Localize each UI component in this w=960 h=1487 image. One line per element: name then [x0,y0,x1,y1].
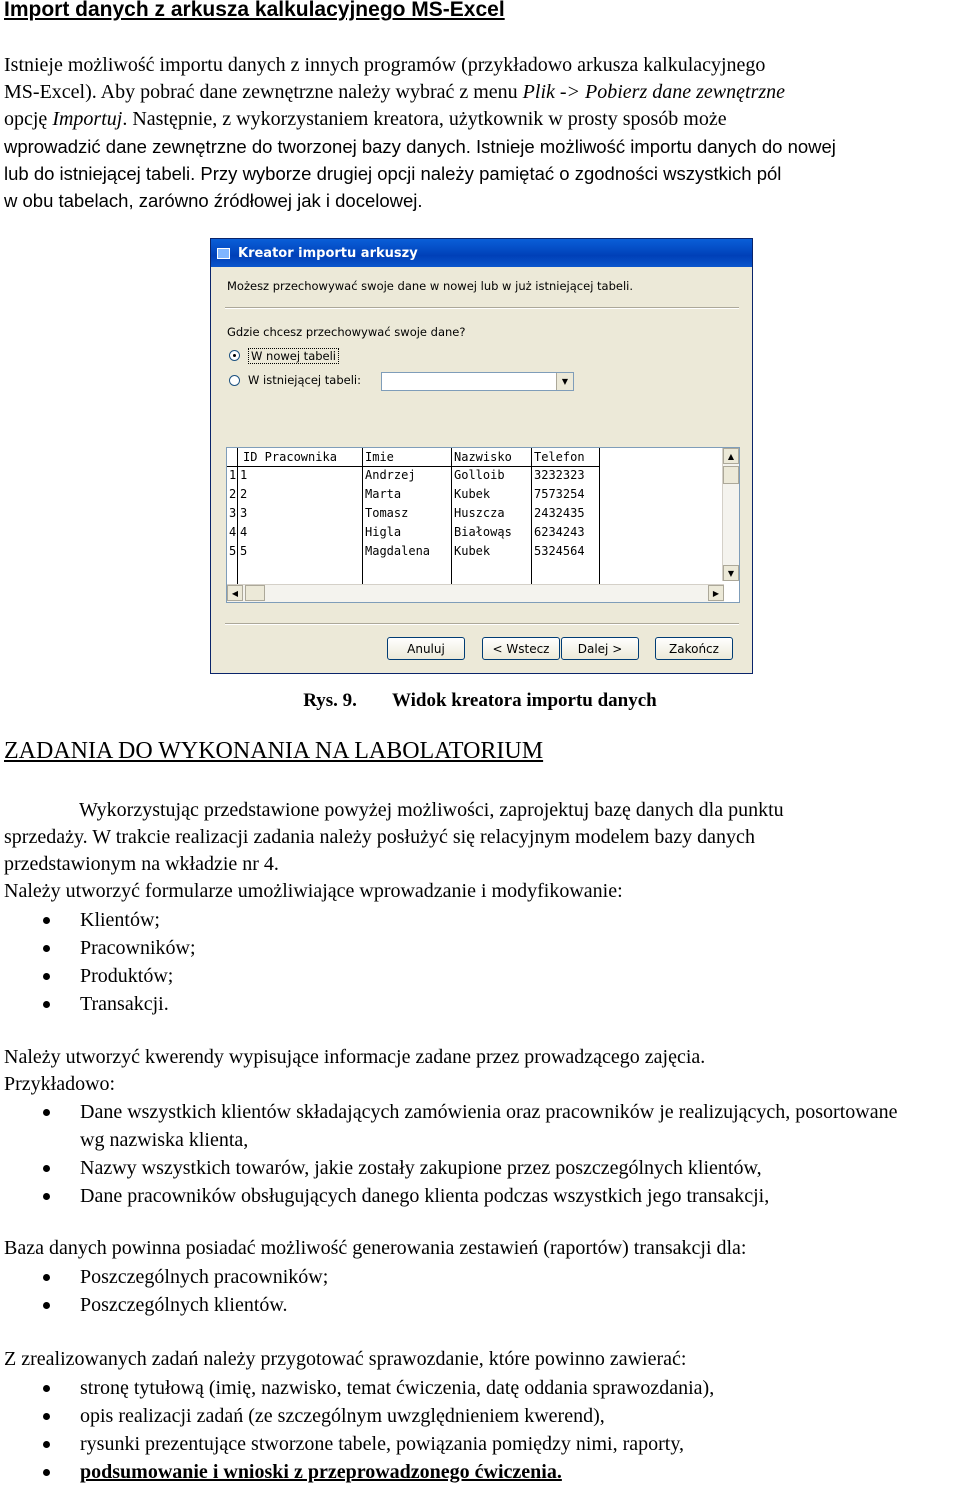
report-list [0,1374,960,1486]
row-number: 5 [229,544,237,558]
grid-line [599,448,600,586]
list-item: Produktów; [0,962,960,990]
row-number: 1 [229,468,237,482]
report-intro: Z zrealizowanych zadań należy przygotować sprawozdanie, które powinno zawierać: [4,1348,687,1370]
intro-line: MS-Excel). Aby pobrać dane zewnętrzne należy wybrać z menu Plik -> Pobierz dane zewnętrzne [4,81,786,103]
intro-line: Istnieje możliwość importu danych z innych programów (przykładowo arkusza kalkulacyjnego [4,54,766,76]
cell-imie: Marta [365,487,402,501]
cell-id: 2 [240,487,248,501]
cell-imie: Magdalena [365,544,431,558]
intro-line: w obu tabelach, zarówno źródłowej jak i docelowej. [4,190,423,211]
list-item: Dane wszystkich klientów składających zamówienia oraz pracowników je realizujących, posortowane wg nazwiska klienta, [0,1098,960,1154]
cell-id: 4 [240,525,248,539]
reports-intro: Baza danych powinna posiadać możliwość generowania zestawień (raportów) transakcji dla: [4,1237,747,1259]
intro-line: lub do istniejącej tabeli. Przy wyborze drugiej opcji należy pamiętać o zgodności wszystkich pól [4,163,782,184]
scroll-thumb[interactable] [723,466,739,484]
section-heading-import: Import danych z arkusza kalkulacyjnego MS-Excel [4,0,505,21]
grid-line [531,448,532,586]
cell-nazwisko: Huszcza [454,506,505,520]
grid-line [237,448,238,586]
cell-nazwisko: Kubek [454,487,491,501]
intro-line: wprowadzić dane zewnętrzne do tworzonej bazy danych. Istnieje możliwość importu danych do nowej [4,136,836,157]
row-number: 4 [229,525,237,539]
preview-grid [226,447,740,603]
figure-caption [0,690,960,712]
reports-list [0,1263,960,1319]
row-number: 2 [229,487,237,501]
menu-path: Plik -> Pobierz dane zewnętrzne [522,81,786,103]
cell-telefon: 5324564 [534,544,585,558]
forms-intro: Należy utworzyć formularze umożliwiające wprowadzanie i modyfikowanie: [4,880,623,902]
tasks-line: sprzedaży. W trakcie realizacji zadania należy posłużyć się relacyjnym modelem bazy danych [4,826,755,848]
list-item: Pracowników; [0,934,960,962]
grid-line [451,448,452,586]
scroll-thumb[interactable] [245,585,265,601]
cell-id: 1 [240,468,248,482]
cell-nazwisko: Białowąs [454,525,512,539]
vertical-scrollbar[interactable] [722,448,739,581]
tasks-line: przedstawionym na wkładzie nr 4. [4,853,279,875]
list-item: opis realizacji zadań (ze szczególnym uwzględnieniem kwerend), [0,1402,960,1430]
cell-id: 5 [240,544,248,558]
grid-line [362,448,363,586]
radio-existing-table[interactable] [229,375,240,386]
column-header: Nazwisko [454,450,512,464]
cell-telefon: 6234243 [534,525,585,539]
cell-imie: Andrzej [365,468,416,482]
radio-new-table-label[interactable]: W nowej tabeli [248,348,339,364]
list-item: Dane pracowników obsługujących danego klienta podczas wszystkich jego transakcji, [0,1182,960,1210]
list-item: stronę tytułową (imię, nazwisko, temat ćwiczenia, datę oddania sprawozdania), [0,1374,960,1402]
cell-nazwisko: Golloib [454,468,505,482]
divider [225,307,739,309]
figure-number: Rys. 9. [303,690,357,711]
cell-id: 3 [240,506,248,520]
store-question: Gdzie chcesz przechowywać swoje dane? [227,325,466,339]
radio-new-table[interactable] [229,350,240,361]
existing-table-select[interactable] [381,372,574,391]
report-summary: podsumowanie i wnioski z przeprowadzonego ćwiczenia. [80,1461,562,1483]
list-item: Transakcji. [0,990,960,1018]
section-heading-tasks: ZADANIA DO WYKONANIA NA LABOLATORIUM [4,738,544,764]
scroll-down-icon[interactable]: ▼ [723,565,739,581]
dialog-title: Kreator importu arkuszy [238,245,418,261]
cell-telefon: 7573254 [534,487,585,501]
tasks-paragraph [4,797,956,905]
import-wizard-dialog [210,238,753,674]
intro-line: opcję Importuj. Następnie, z wykorzystaniem kreatora, użytkownik w prosty sposób może [4,108,727,130]
dialog-subtitle: Możesz przechowywać swoje dane w nowej lub w już istniejącej tabeli. [227,279,634,293]
cell-telefon: 3232323 [534,468,585,482]
queries-intro: Należy utworzyć kwerendy wypisujące informacje zadane przez prowadzącego zajęcia. [4,1046,706,1068]
next-button[interactable]: Dalej > [561,637,639,660]
forms-list [0,906,960,1018]
column-header: Telefon [534,450,585,464]
menu-option: Importuj [52,108,123,130]
chevron-down-icon[interactable]: ▼ [556,373,573,390]
scroll-left-icon[interactable]: ◀ [227,585,243,601]
divider [225,623,739,625]
back-button[interactable]: < Wstecz [482,637,560,660]
list-item: Poszczególnych klientów. [0,1291,960,1319]
queries-paragraph [4,1044,956,1098]
horizontal-scrollbar[interactable] [227,584,724,602]
cell-telefon: 2432435 [534,506,585,520]
figure-caption-text: Widok kreatora importu danych [391,690,657,711]
list-item: Nazwy wszystkich towarów, jakie zostały zakupione przez poszczególnych klientów, [0,1154,960,1182]
list-item: Klientów; [0,906,960,934]
scroll-up-icon[interactable]: ▲ [723,448,739,464]
radio-existing-table-label[interactable]: W istniejącej tabeli: [248,373,361,387]
column-header: ID Pracownika [243,450,337,464]
row-number: 3 [229,506,237,520]
intro-paragraph [4,52,956,214]
cancel-button[interactable]: Anuluj [387,637,465,660]
queries-list [0,1098,960,1210]
scroll-right-icon[interactable]: ▶ [708,585,724,601]
tasks-line: Wykorzystując przedstawione powyżej możliwości, zaprojektuj bazę danych dla punktu [79,799,784,821]
cell-nazwisko: Kubek [454,544,491,558]
cell-imie: Higla [365,525,402,539]
finish-button[interactable]: Zakończ [655,637,733,660]
list-item: rysunki prezentujące stworzone tabele, powiązania pomiędzy nimi, raporty, [0,1430,960,1458]
queries-example: Przykładowo: [4,1073,116,1095]
grid-line [227,466,600,467]
window-icon [217,248,230,259]
cell-imie: Tomasz [365,506,409,520]
column-header: Imie [365,450,394,464]
dialog-titlebar [211,239,752,267]
list-item [0,1458,960,1486]
list-item: Poszczególnych pracowników; [0,1263,960,1291]
